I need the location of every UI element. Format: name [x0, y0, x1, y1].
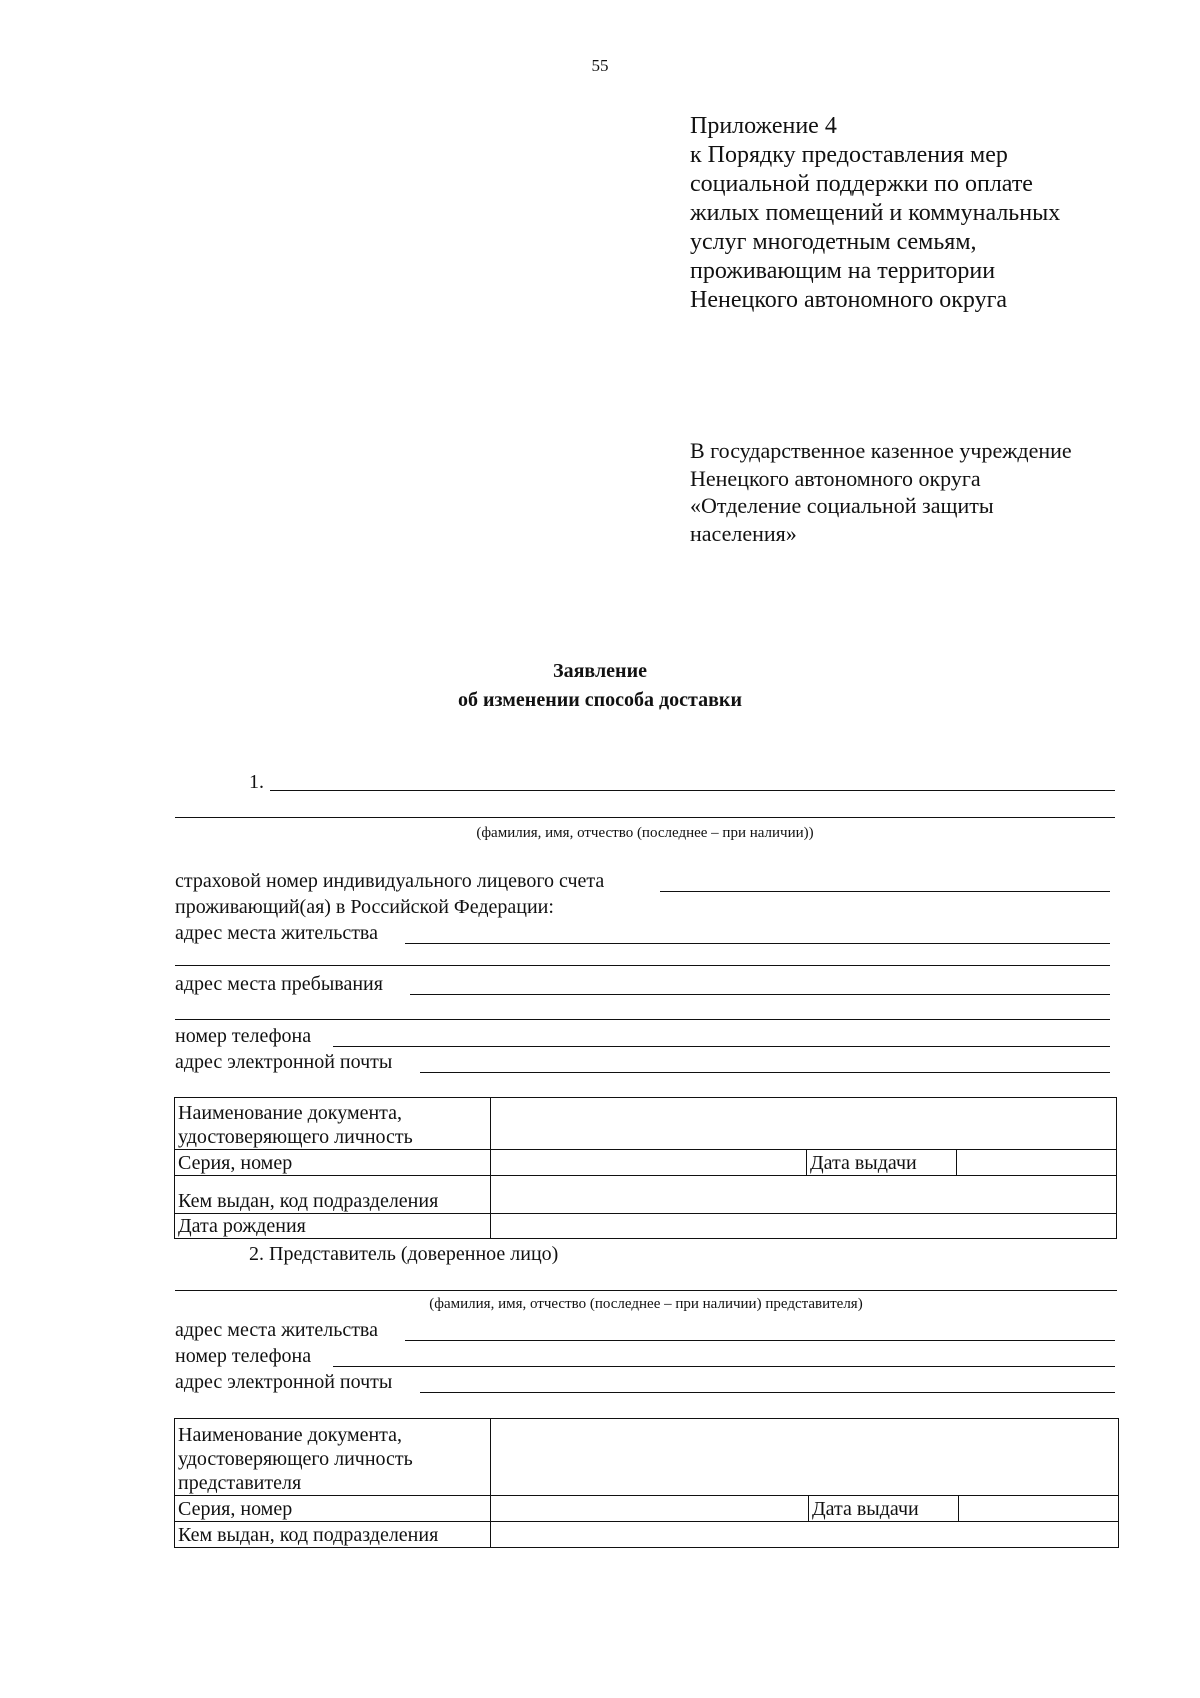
series-number-label: Серия, номер [175, 1150, 491, 1176]
section-2-heading: 2. Представитель (доверенное лицо) [249, 1243, 559, 1265]
doc-name-field[interactable] [491, 1098, 1117, 1150]
representative-issued-by-label: Кем выдан, код подразделения [175, 1522, 491, 1548]
addressee-line: Ненецкого автономного округа [690, 465, 981, 491]
representative-residence-input-line[interactable] [405, 1340, 1115, 1341]
document-subtitle: об изменении способа доставки [458, 689, 742, 711]
doc-name-label: Наименование документа, удостоверяющего личность [175, 1098, 491, 1150]
issue-date-field[interactable] [957, 1150, 1117, 1176]
resident-label: проживающий(ая) в Российской Федерации: [175, 896, 554, 918]
appendix-line: к Порядку предоставления мер [690, 142, 1008, 168]
representative-fio-caption: (фамилия, имя, отчество (последнее – при наличии) представителя) [429, 1296, 863, 1312]
representative-phone-label: номер телефона [175, 1345, 312, 1367]
fio-caption: (фамилия, имя, отчество (последнее – при наличии)) [476, 825, 814, 841]
email-input-line[interactable] [420, 1072, 1110, 1073]
representative-document-table [174, 1418, 1119, 1548]
section-1-number: 1. [249, 771, 264, 793]
appendix-line: услуг многодетным семьям, [690, 229, 977, 255]
phone-input-line[interactable] [333, 1046, 1110, 1047]
representative-doc-name-field[interactable] [491, 1419, 1119, 1496]
snils-input-line[interactable] [660, 891, 1110, 892]
representative-series-number-label: Серия, номер [175, 1496, 491, 1522]
residence-address-label: адрес места жительства [175, 922, 378, 944]
snils-label: страховой номер индивидуального лицевого счета [175, 870, 605, 892]
fio-input-line[interactable] [270, 790, 1115, 791]
page-number: 55 [591, 56, 609, 75]
identity-document-table [174, 1097, 1117, 1239]
representative-issue-date-label: Дата выдачи [809, 1496, 959, 1522]
representative-email-label: адрес электронной почты [175, 1371, 393, 1393]
appendix-line: Ненецкого автономного округа [690, 287, 1008, 313]
addressee-line: «Отделение социальной защиты [690, 493, 994, 518]
stay-address-label: адрес места пребывания [175, 973, 383, 995]
representative-issued-by-field[interactable] [491, 1522, 1119, 1548]
addressee-line: В государственное казенное учреждение [690, 438, 1072, 463]
series-number-field[interactable] [491, 1150, 807, 1176]
representative-residence-label: адрес места жительства [175, 1319, 378, 1341]
representative-series-number-field[interactable] [491, 1496, 809, 1522]
appendix-reference [690, 112, 1060, 315]
fio-input-line-2[interactable] [175, 817, 1115, 818]
representative-email-input-line[interactable] [420, 1392, 1115, 1393]
representative-issue-date-field[interactable] [959, 1496, 1119, 1522]
appendix-line: социальной поддержки по оплате [690, 171, 1033, 197]
representative-doc-name-label: Наименование документа, удостоверяющего личность представителя [175, 1419, 491, 1496]
document-title: Заявление [553, 660, 647, 682]
stay-address-input-line-2[interactable] [175, 1019, 1110, 1020]
appendix-line: проживающим на территории [690, 258, 996, 284]
addressee-line: населения» [690, 520, 797, 546]
residence-address-input-line-2[interactable] [175, 965, 1110, 966]
addressee-block [690, 437, 1072, 547]
email-label: адрес электронной почты [175, 1051, 393, 1073]
appendix-line: жилых помещений и коммунальных [690, 200, 1061, 226]
phone-label: номер телефона [175, 1025, 312, 1047]
issued-by-field[interactable] [491, 1176, 1117, 1214]
issued-by-label: Кем выдан, код подразделения [175, 1176, 491, 1214]
appendix-line: Приложение 4 [690, 113, 837, 139]
birth-date-label: Дата рождения [175, 1214, 491, 1239]
residence-address-input-line[interactable] [405, 943, 1110, 944]
birth-date-field[interactable] [491, 1214, 1117, 1239]
representative-fio-input-line[interactable] [175, 1290, 1117, 1291]
issue-date-label: Дата выдачи [807, 1150, 957, 1176]
stay-address-input-line[interactable] [410, 994, 1110, 995]
representative-phone-input-line[interactable] [333, 1366, 1115, 1367]
